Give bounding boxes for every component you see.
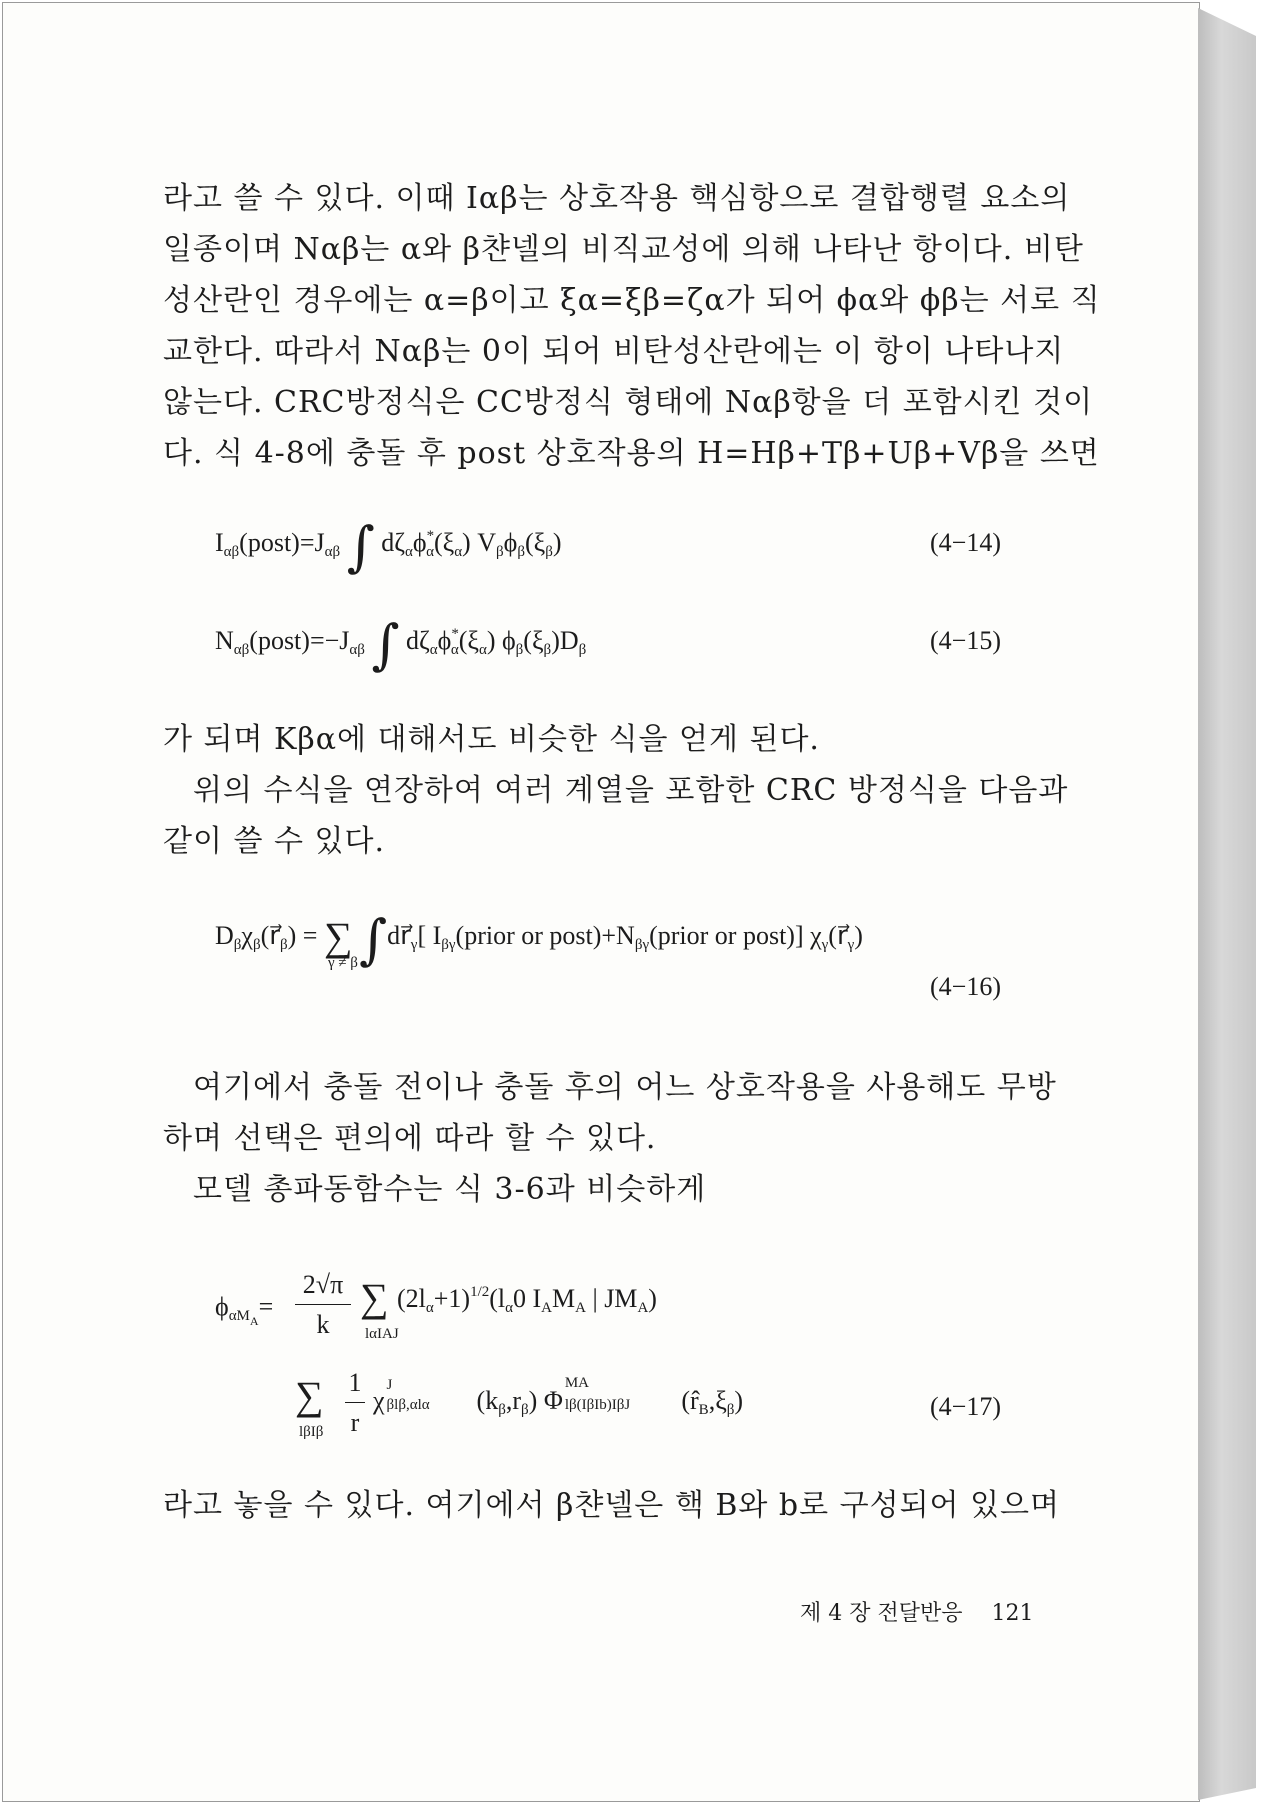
equation-4-15: $N_{\alpha\beta}(post)=-J_{\alpha\beta}$ ∫ $d\zeta_\alpha\phi^*_\alpha(\xi_\alpha)$ $\phi_\beta(\xi_\beta)D_\beta$ [215,613,587,676]
integral-sign: ∫ [346,515,375,578]
equation-4-14: $I_{\alpha\beta}(post)=J_{\alpha\beta}$ ∫ $d\zeta_\alpha\phi^*_\alpha(\xi_\alpha)$ $V_\beta\phi_\beta(\xi_\beta)$ [215,515,562,578]
fraction-numerator: 1 [348,1368,362,1397]
text-line: 가 되며 Kβα에 대해서도 비슷한 식을 얻게 된다. [163,722,820,757]
equation-number-4-16: (4−16) [930,972,1001,1001]
paragraph-1 [163,173,1101,479]
fraction-bar [345,1402,365,1403]
integral-sign: ∫ [371,613,400,676]
fraction-bar [295,1304,351,1305]
text-line: 같이 쓸 수 있다. [163,824,386,859]
integral-sign: ∫ [358,908,388,971]
text-line: 성산란인 경우에는 α=β이고 ξα=ξβ=ζα가 되어 ϕα와 ϕβ는 서로 직 [163,283,1101,318]
text-line: 교한다. 따라서 Nαβ는 0이 되어 비탄성산란에는 이 항이 나타나지 [163,334,1065,369]
text-line: 라고 쓸 수 있다. 이때 Iαβ는 상호작용 핵심항으로 결합행렬 요소의 [163,181,1071,216]
paragraph-2 [163,714,1053,765]
fraction-numerator: 2√π [302,1270,344,1299]
page-number: 121 [991,1601,1034,1626]
page-footer [800,1596,1034,1627]
sum-index: lβIβ [299,1424,324,1440]
text-line: 일종이며 Nαβ는 α와 β챤넬의 비직교성에 의해 나타난 항이다. 비탄 [163,232,1084,267]
fraction-denominator: k [316,1310,330,1339]
paragraph-6 [163,1480,1061,1531]
equation-number-4-15: (4−15) [930,626,1001,655]
text-line: 위의 수식을 연장하여 여러 계열을 포함한 CRC 방정식을 다음과 [193,773,1069,808]
paragraph-4 [163,1062,1057,1164]
sum-sign: ∑ [295,1373,324,1418]
sum-index: γ ≠ β [327,955,358,971]
paragraph-5 [193,1164,1053,1215]
paragraph-3 [163,765,1069,867]
equation-4-16: $D_\beta\chi_\beta(r⃗_\beta)$ = ∑ γ ≠ β $\int dr⃗_\gamma$[ $I_{\beta\gamma}(prior$ or $post)+N_{\beta\gamma}(prior$ or post)] $\chi_\gamma(r⃗_\gamma)$ [215,908,863,971]
text-line: 모델 총파동함수는 식 3-6과 비슷하게 [193,1172,707,1207]
text-line: 라고 놓을 수 있다. 여기에서 β챤넬은 핵 B와 b로 구성되어 있으며 [163,1488,1061,1523]
text-line: 하며 선택은 편의에 따라 할 수 있다. [163,1121,657,1156]
sum-index: lαIAJ [365,1326,399,1342]
equation-number-4-14: (4−14) [930,528,1001,557]
page-edge-shadow [1198,8,1256,1800]
text-line: 다. 식 4-8에 충돌 후 post 상호작용의 H=Hβ+Tβ+Uβ+Vβ을 쓰면 [163,436,1100,471]
fraction-denominator: r [350,1408,360,1437]
equation-number-4-17: (4−17) [930,1392,1001,1421]
text-line: 여기에서 충돌 전이나 충돌 후의 어느 상호작용을 사용해도 무방 [193,1070,1057,1105]
sum-sign: ∑ [323,914,353,959]
chapter-title: 제 4 장 전달반응 [800,1601,963,1626]
text-line: 않는다. CRC방정식은 CC방정식 형태에 Nαβ항을 더 포함시킨 것이 [163,385,1094,420]
sum-sign: ∑ [360,1275,389,1320]
